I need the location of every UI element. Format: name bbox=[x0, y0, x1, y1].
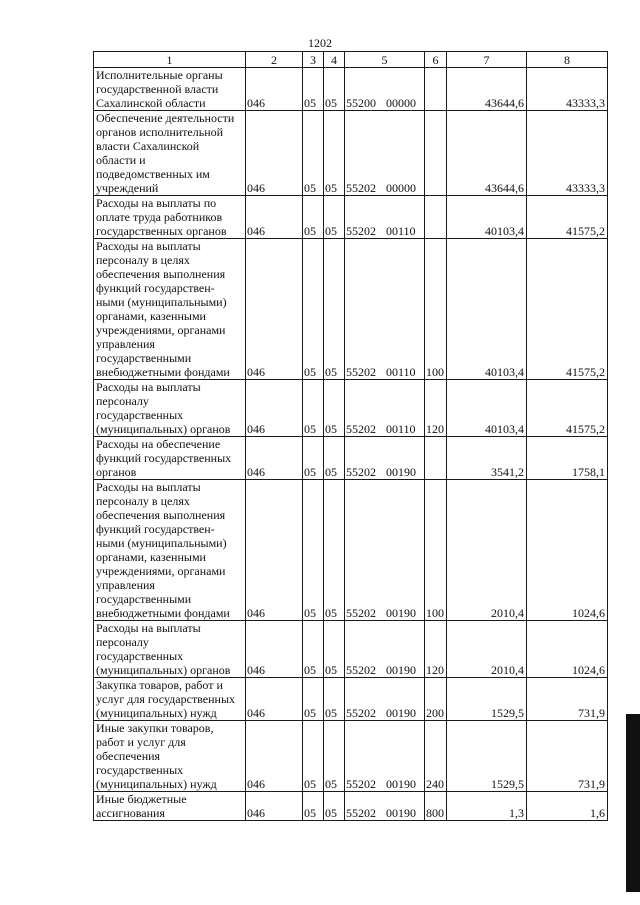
expense-name-line: органами, казенными bbox=[96, 309, 206, 323]
csr-program-code: 55202 bbox=[346, 181, 376, 195]
kvsr-cell: 046 bbox=[246, 621, 303, 678]
rz-cell: 05 bbox=[303, 196, 324, 239]
column-header-rz: 3 bbox=[303, 52, 324, 68]
kvsr-cell: 046 bbox=[246, 678, 303, 721]
amount-2-cell: 43333,3 bbox=[527, 68, 608, 111]
expense-name-line: государственных органов bbox=[96, 224, 227, 238]
column-header-amount-2: 8 bbox=[527, 52, 608, 68]
amount-1-cell: 43644,6 bbox=[447, 68, 527, 111]
amount-1-cell: 40103,4 bbox=[447, 239, 527, 380]
expense-name-line: подведомственных им bbox=[96, 167, 210, 181]
expense-name-line: оплате труда работников bbox=[96, 210, 223, 224]
kvsr-cell: 046 bbox=[246, 196, 303, 239]
table-row bbox=[94, 792, 608, 821]
amount-2-cell: 41575,2 bbox=[527, 196, 608, 239]
expense-name-line: ассигнования bbox=[96, 806, 165, 820]
table-row bbox=[94, 678, 608, 721]
csr-direction-code: 00190 bbox=[386, 806, 416, 820]
table-row bbox=[94, 111, 608, 196]
expense-name-line: Иные бюджетные bbox=[96, 792, 187, 806]
csr-direction-code: 00110 bbox=[386, 224, 416, 238]
page-number: 1202 bbox=[308, 36, 332, 50]
expense-name-line: персоналу bbox=[96, 635, 149, 649]
csr-cell bbox=[345, 239, 425, 380]
amount-1-cell: 1529,5 bbox=[447, 721, 527, 792]
expense-name-line: персоналу в целях bbox=[96, 494, 190, 508]
csr-direction-code: 00190 bbox=[386, 663, 416, 677]
pr-cell: 05 bbox=[324, 68, 345, 111]
csr-program-code: 55200 bbox=[346, 96, 376, 110]
amount-2-cell: 1758,1 bbox=[527, 437, 608, 480]
amount-1-cell: 3541,2 bbox=[447, 437, 527, 480]
pr-cell: 05 bbox=[324, 721, 345, 792]
csr-cell bbox=[345, 721, 425, 792]
expense-name-cell bbox=[94, 380, 246, 437]
column-header-pr: 4 bbox=[324, 52, 345, 68]
table-row bbox=[94, 239, 608, 380]
rz-cell: 05 bbox=[303, 68, 324, 111]
amount-1-cell: 2010,4 bbox=[447, 480, 527, 621]
expense-name-line: ными (муниципальными) bbox=[96, 536, 227, 550]
pr-cell: 05 bbox=[324, 621, 345, 678]
expense-name-line: учреждений bbox=[96, 181, 159, 195]
expense-name-line: услуг для государственных bbox=[96, 692, 236, 706]
expense-name-cell bbox=[94, 621, 246, 678]
table-row bbox=[94, 721, 608, 792]
expense-name-cell bbox=[94, 239, 246, 380]
csr-cell bbox=[345, 111, 425, 196]
pr-cell: 05 bbox=[324, 111, 345, 196]
csr-direction-code: 00110 bbox=[386, 365, 416, 379]
vr-cell: 100 bbox=[425, 480, 447, 621]
expense-name-line: персоналу bbox=[96, 394, 149, 408]
expense-name-line: функций государствен- bbox=[96, 522, 215, 536]
csr-program-code: 55202 bbox=[346, 706, 376, 720]
expense-name-line: органами, казенными bbox=[96, 550, 206, 564]
csr-direction-code: 00190 bbox=[386, 606, 416, 620]
csr-direction-code: 00190 bbox=[386, 465, 416, 479]
expense-name-line: (муниципальных) органов bbox=[96, 422, 231, 436]
table-row bbox=[94, 196, 608, 239]
vr-cell: 200 bbox=[425, 678, 447, 721]
expense-name-cell bbox=[94, 792, 246, 821]
kvsr-cell: 046 bbox=[246, 721, 303, 792]
expense-name-line: (муниципальных) органов bbox=[96, 663, 231, 677]
expense-name-line: Обеспечение деятельности bbox=[96, 111, 235, 125]
vr-cell: 240 bbox=[425, 721, 447, 792]
pr-cell: 05 bbox=[324, 678, 345, 721]
amount-1-cell: 1529,5 bbox=[447, 678, 527, 721]
table-row bbox=[94, 480, 608, 621]
csr-cell bbox=[345, 480, 425, 621]
expense-name-cell bbox=[94, 721, 246, 792]
csr-program-code: 55202 bbox=[346, 465, 376, 479]
amount-1-cell: 40103,4 bbox=[447, 380, 527, 437]
csr-cell bbox=[345, 678, 425, 721]
expense-name-line: государственных bbox=[96, 649, 184, 663]
csr-direction-code: 00190 bbox=[386, 777, 416, 791]
expense-name-line: государственными bbox=[96, 351, 192, 365]
expense-name-line: Закупка товаров, работ и bbox=[96, 678, 223, 692]
expense-name-line: органов исполнительной bbox=[96, 125, 224, 139]
vr-cell: 120 bbox=[425, 621, 447, 678]
expense-name-line: Расходы на обеспечение bbox=[96, 437, 221, 451]
vr-cell bbox=[425, 437, 447, 480]
table-body bbox=[94, 68, 608, 821]
pr-cell: 05 bbox=[324, 480, 345, 621]
table-row bbox=[94, 437, 608, 480]
expense-name-cell bbox=[94, 196, 246, 239]
expense-name-line: внебюджетными фондами bbox=[96, 365, 230, 379]
csr-cell bbox=[345, 437, 425, 480]
vr-cell bbox=[425, 68, 447, 111]
vr-cell: 100 bbox=[425, 239, 447, 380]
expense-name-line: государственными bbox=[96, 592, 192, 606]
csr-program-code: 55202 bbox=[346, 806, 376, 820]
expense-name-line: Расходы на выплаты bbox=[96, 239, 201, 253]
rz-cell: 05 bbox=[303, 792, 324, 821]
csr-program-code: 55202 bbox=[346, 224, 376, 238]
pr-cell: 05 bbox=[324, 380, 345, 437]
rz-cell: 05 bbox=[303, 437, 324, 480]
vr-cell: 800 bbox=[425, 792, 447, 821]
expense-name-line: работ и услуг для bbox=[96, 735, 186, 749]
amount-2-cell: 41575,2 bbox=[527, 239, 608, 380]
expense-name-line: учреждениями, органами bbox=[96, 323, 226, 337]
expense-name-line: управления bbox=[96, 578, 155, 592]
csr-program-code: 55202 bbox=[346, 663, 376, 677]
expense-name-line: государственной власти bbox=[96, 82, 219, 96]
pr-cell: 05 bbox=[324, 792, 345, 821]
csr-program-code: 55202 bbox=[346, 422, 376, 436]
rz-cell: 05 bbox=[303, 621, 324, 678]
expense-name-cell bbox=[94, 678, 246, 721]
expense-name-line: персоналу в целях bbox=[96, 253, 190, 267]
rz-cell: 05 bbox=[303, 111, 324, 196]
csr-program-code: 55202 bbox=[346, 606, 376, 620]
budget-table bbox=[93, 51, 608, 821]
expense-name-cell bbox=[94, 480, 246, 621]
expense-name-line: Расходы на выплаты bbox=[96, 621, 201, 635]
amount-2-cell: 1024,6 bbox=[527, 621, 608, 678]
kvsr-cell: 046 bbox=[246, 68, 303, 111]
csr-program-code: 55202 bbox=[346, 365, 376, 379]
expense-name-line: внебюджетными фондами bbox=[96, 606, 230, 620]
pr-cell: 05 bbox=[324, 239, 345, 380]
table-header-row bbox=[94, 52, 608, 68]
rz-cell: 05 bbox=[303, 721, 324, 792]
amount-2-cell: 731,9 bbox=[527, 678, 608, 721]
table-row bbox=[94, 380, 608, 437]
expense-name-line: государственных bbox=[96, 763, 184, 777]
csr-cell bbox=[345, 380, 425, 437]
expense-name-line: Расходы на выплаты по bbox=[96, 196, 217, 210]
scan-edge-mark bbox=[626, 714, 640, 892]
expense-name-line: органов bbox=[96, 465, 137, 479]
vr-cell: 120 bbox=[425, 380, 447, 437]
expense-name-line: ными (муниципальными) bbox=[96, 295, 227, 309]
csr-cell bbox=[345, 621, 425, 678]
expense-name-line: области и bbox=[96, 153, 146, 167]
amount-2-cell: 731,9 bbox=[527, 721, 608, 792]
csr-direction-code: 00000 bbox=[386, 96, 416, 110]
rz-cell: 05 bbox=[303, 480, 324, 621]
expense-name-line: обеспечения выполнения bbox=[96, 508, 226, 522]
kvsr-cell: 046 bbox=[246, 480, 303, 621]
pr-cell: 05 bbox=[324, 196, 345, 239]
vr-cell bbox=[425, 196, 447, 239]
csr-program-code: 55202 bbox=[346, 777, 376, 791]
column-header-vr: 6 bbox=[425, 52, 447, 68]
table-row bbox=[94, 621, 608, 678]
amount-2-cell: 1,6 bbox=[527, 792, 608, 821]
expense-name-line: Исполнительные органы bbox=[96, 68, 223, 82]
expense-name-line: власти Сахалинской bbox=[96, 139, 200, 153]
csr-cell bbox=[345, 196, 425, 239]
kvsr-cell: 046 bbox=[246, 239, 303, 380]
kvsr-cell: 046 bbox=[246, 792, 303, 821]
column-header-amount-1: 7 bbox=[447, 52, 527, 68]
pr-cell: 05 bbox=[324, 437, 345, 480]
csr-direction-code: 00000 bbox=[386, 181, 416, 195]
expense-name-cell bbox=[94, 437, 246, 480]
table-row bbox=[94, 68, 608, 111]
expense-name-line: (муниципальных) нужд bbox=[96, 777, 217, 791]
expense-name-line: Расходы на выплаты bbox=[96, 480, 201, 494]
kvsr-cell: 046 bbox=[246, 111, 303, 196]
expense-name-line: управления bbox=[96, 337, 155, 351]
amount-1-cell: 1,3 bbox=[447, 792, 527, 821]
column-header-csr: 5 bbox=[345, 52, 425, 68]
csr-cell bbox=[345, 68, 425, 111]
expense-name-line: обеспечения bbox=[96, 749, 161, 763]
csr-direction-code: 00110 bbox=[386, 422, 416, 436]
rz-cell: 05 bbox=[303, 380, 324, 437]
expense-name-line: обеспечения выполнения bbox=[96, 267, 226, 281]
column-header-kvsr: 2 bbox=[246, 52, 303, 68]
expense-name-line: государственных bbox=[96, 408, 184, 422]
expense-name-cell bbox=[94, 68, 246, 111]
vr-cell bbox=[425, 111, 447, 196]
kvsr-cell: 046 bbox=[246, 437, 303, 480]
amount-2-cell: 1024,6 bbox=[527, 480, 608, 621]
amount-1-cell: 2010,4 bbox=[447, 621, 527, 678]
expense-name-line: учреждениями, органами bbox=[96, 564, 226, 578]
expense-name-line: функций государствен- bbox=[96, 281, 215, 295]
amount-1-cell: 40103,4 bbox=[447, 196, 527, 239]
column-header-name: 1 bbox=[94, 52, 246, 68]
expense-name-line: Сахалинской области bbox=[96, 96, 206, 110]
kvsr-cell: 046 bbox=[246, 380, 303, 437]
rz-cell: 05 bbox=[303, 239, 324, 380]
expense-name-line: (муниципальных) нужд bbox=[96, 706, 217, 720]
csr-cell bbox=[345, 792, 425, 821]
expense-name-line: Расходы на выплаты bbox=[96, 380, 201, 394]
expense-name-cell bbox=[94, 111, 246, 196]
amount-2-cell: 43333,3 bbox=[527, 111, 608, 196]
csr-direction-code: 00190 bbox=[386, 706, 416, 720]
rz-cell: 05 bbox=[303, 678, 324, 721]
amount-1-cell: 43644,6 bbox=[447, 111, 527, 196]
expense-name-line: Иные закупки товаров, bbox=[96, 721, 214, 735]
expense-name-line: функций государственных bbox=[96, 451, 232, 465]
amount-2-cell: 41575,2 bbox=[527, 380, 608, 437]
